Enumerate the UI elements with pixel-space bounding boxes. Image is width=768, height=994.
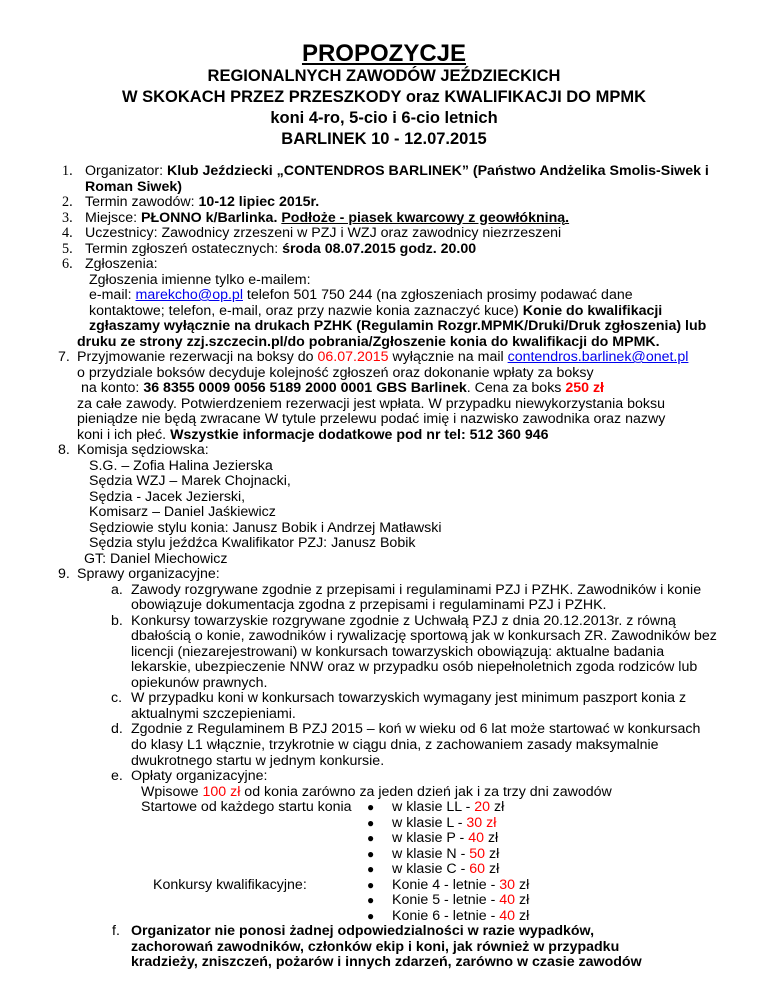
- fee-unit: zł: [515, 876, 530, 893]
- organizer-name-cont: Roman Siwek): [85, 178, 182, 195]
- fee-item: [392, 877, 529, 894]
- sub-letter: b.: [111, 612, 123, 629]
- fee-item: [392, 908, 529, 925]
- fee-price: 40: [468, 830, 484, 846]
- sub-letter: f.: [112, 923, 120, 940]
- item-number: 9.: [58, 566, 70, 583]
- entry-fee-amount: 100 zł: [202, 783, 241, 800]
- fee-unit: zł: [490, 799, 505, 815]
- fee-item: [392, 799, 504, 816]
- fee-label: w klasie C -: [392, 861, 470, 878]
- start-fee-label: Startowe od każdego startu konia: [141, 799, 352, 815]
- doc-subtitle-4: BARLINEK 10 - 12.07.2015: [281, 130, 487, 148]
- sub-letter: a.: [111, 581, 123, 598]
- sub-d-line: dwukrotnego startu w jednym konkursie.: [131, 752, 385, 769]
- item-deadline: [85, 241, 476, 258]
- bullet-icon: ●: [367, 846, 375, 861]
- boxes-line: pieniądze nie będą zwracane W tytule przelewu podać imię i nazwisko zawodnika oraz nazwy: [77, 411, 666, 428]
- doc-title: PROPOZYCJE: [301, 40, 467, 67]
- boxes-line: za całe zawody. Potwierdzeniem rezerwacji jest wpłata. W przypadku niewykorzystania boksu: [77, 395, 665, 412]
- fee-label: w klasie N -: [392, 845, 470, 862]
- sub-d-line: Zgodnie z Regulaminem B PZJ 2015 – koń w wieku od 6 lat może startować w konkursach: [131, 721, 701, 738]
- jury-member: Sędzia - Jacek Jezierski,: [89, 488, 246, 505]
- sub-b-line: lekarskie, ubezpieczenie NNW oraz w przypadku osób niepełnoletnich zgoda rodziców lub: [131, 659, 698, 676]
- fee-price: 40: [499, 892, 516, 909]
- sub-f-line: kradzieży, zniszczeń, pożarów i innych zdarzeń, zarówno w czasie zawodów: [131, 954, 642, 971]
- qualification-label: Konkursy kwalifikacyjne:: [153, 876, 307, 893]
- fee-item: [392, 815, 496, 832]
- label: e-mail:: [89, 287, 136, 304]
- item-number: 1.: [62, 163, 73, 179]
- fee-label: Konie 6 - letnie -: [392, 907, 500, 924]
- item-number: 3.: [62, 209, 73, 226]
- bullet-icon: ●: [367, 862, 375, 877]
- fee-price: 50: [469, 845, 486, 862]
- fee-label: Konie 4 - letnie -: [392, 876, 500, 893]
- text: koni i ich płeć.: [77, 426, 171, 443]
- fee-price: 40: [499, 907, 516, 924]
- entries-email-line: [89, 287, 633, 304]
- fee-unit: zł: [485, 861, 500, 878]
- fee-unit: zł: [485, 845, 500, 862]
- fee-price: 30: [499, 876, 516, 893]
- text: kontaktowe; telefon, e-mail, oraz przy nazwie konia zaznaczyć kuce): [89, 302, 523, 319]
- jury-member: GT: Daniel Miechowicz: [84, 550, 228, 567]
- bullet-icon: ●: [367, 831, 375, 845]
- text: . Cena za boks: [466, 380, 566, 397]
- fee-price: 20: [474, 799, 491, 815]
- boxes-line: [81, 380, 604, 397]
- sub-a-line: Zawody rozgrywane zgodnie z przepisami i regulaminami PZJ i PZHK. Zawodników i konie: [131, 581, 702, 598]
- dates-value: 10-12 lipiec 2015r.: [198, 194, 320, 210]
- entries-line: [89, 303, 662, 320]
- item-place: [85, 210, 569, 227]
- boxes-line: o przydziale boksów decyduje kolejność zgłoszeń oraz dokonanie wpłaty za boksy: [77, 364, 594, 381]
- item-entries: Zgłoszenia:: [85, 256, 158, 273]
- item-number: 2.: [62, 194, 73, 210]
- text: Przyjmowanie rezerwacji na boksy do: [77, 349, 318, 366]
- email-link[interactable]: marekcho@op.pl: [135, 287, 243, 304]
- sub-a-line: obowiązuje dokumentacja zgodna z przepisami i regulaminami PZJ i PZHK.: [131, 597, 607, 614]
- boxes-date: 06.07.2015: [317, 349, 389, 366]
- sub-d-line: do klasy L1 włącznie, trzykrotnie w ciągu dnia, z zachowaniem zasady maksymalnie: [131, 737, 659, 753]
- box-price: 250 zł: [565, 380, 604, 397]
- boxes-line: [77, 427, 549, 444]
- bullet-icon: ●: [367, 908, 375, 923]
- jury-member: Sędzia WZJ – Marek Chojnacki,: [89, 473, 291, 490]
- entries-line: zgłaszamy wyłącznie na drukach PZHK (Regulamin Rozgr.MPMK/Druki/Druk zgłoszenia) lub: [89, 318, 707, 335]
- item-number: 5.: [62, 240, 73, 257]
- organizer-name: Klub Jeździecki „CONTENDROS BARLINEK” (Państwo Andżelika Smolis-Siwek i: [167, 163, 709, 179]
- item-organizer-cont: [85, 179, 182, 196]
- item-number: 8.: [58, 442, 70, 459]
- phone-text: telefon 501 750 244 (na zgłoszeniach prosimy podawać dane: [242, 287, 633, 304]
- item-number: 6.: [62, 256, 73, 273]
- label: Organizator:: [85, 163, 168, 179]
- fee-item: [392, 846, 499, 863]
- fee-label: w klasie LL -: [392, 799, 475, 815]
- text: Wpisowe: [141, 783, 203, 800]
- bold-text: Konie do kwalifikacji: [522, 302, 663, 319]
- fee-label: Konie 5 - letnie -: [392, 892, 500, 909]
- jury-member: Komisarz – Daniel Jaśkiewicz: [89, 504, 276, 521]
- sub-letter: e.: [111, 768, 123, 784]
- sub-f-line: Organizator nie ponosi żadnej odpowiedzialności w razie wypadków,: [131, 923, 595, 940]
- fee-item: [392, 830, 498, 847]
- item-dates: [85, 194, 319, 211]
- jury-member: Sędzia stylu jeźdźca Kwalifikator PZJ: Janusz Bobik: [89, 535, 416, 552]
- bullet-icon: ●: [367, 815, 375, 830]
- doc-subtitle-2: W SKOKACH PRZEZ PRZESZKODY oraz KWALIFIKACJI DO MPMK: [121, 88, 647, 106]
- entry-fee-line: [141, 784, 612, 801]
- entries-line: druku ze strony zzj.szczecin.pl/do pobrania/Zgłoszenie konia do kwalifikacji do MPMK.: [77, 333, 660, 350]
- fee-label: w klasie L -: [392, 814, 467, 831]
- fee-unit: zł: [484, 830, 499, 846]
- sub-f-line: zachorowań zawodników, członków ekip i koni, jak również w przypadku: [131, 938, 620, 955]
- sub-c-line: aktualnymi szczepieniami.: [131, 705, 296, 722]
- entries-line: Zgłoszenia imienne tylko e-mailem:: [89, 271, 311, 288]
- text: na konto:: [81, 380, 144, 397]
- text: od konia zarówno za jeden dzień jak i za trzy dni zawodów: [240, 783, 612, 800]
- bullet-icon: ●: [367, 877, 375, 892]
- sub-e-line: Opłaty organizacyjne:: [131, 768, 268, 784]
- sub-b-line: Konkursy towarzyskie rozgrywane zgodnie z Uchwałą PZJ z dnia 20.12.2013r. z równą: [131, 612, 676, 629]
- jury-member: Sędziowie stylu konia: Janusz Bobik i Andrzej Matławski: [89, 519, 442, 536]
- sub-c-line: W przypadku koni w konkursach towarzyskich wymagany jest minimum paszport konia z: [131, 690, 687, 707]
- jury-member: S.G. – Zofia Halina Jezierska: [89, 457, 273, 474]
- fee-item: [392, 861, 499, 878]
- ground-value: Podłoże - piasek kwarcowy z geowłókniną.: [281, 209, 570, 226]
- label: Miejsce:: [85, 209, 141, 226]
- doc-subtitle-1: REGIONALNYCH ZAWODÓW JEŹDZIECKICH: [207, 67, 561, 85]
- deadline-value: środa 08.07.2015 godz. 20.00: [282, 240, 477, 257]
- fee-price: 60: [469, 861, 486, 878]
- label: Termin zgłoszeń ostatecznych:: [85, 240, 283, 257]
- fee-label: w klasie P -: [392, 830, 469, 846]
- fee-price: 30 zł: [466, 814, 497, 831]
- fee-unit: zł: [515, 907, 530, 924]
- item-organizer: [85, 163, 709, 180]
- fee-item: [392, 892, 529, 909]
- item-jury: Komisja sędziowska:: [77, 442, 209, 459]
- bullet-icon: ●: [367, 800, 375, 814]
- label: Termin zawodów:: [85, 194, 199, 210]
- item-number: 4.: [62, 225, 73, 242]
- sub-b-line: licencji (niezarejestrowani) w konkursach towarzyskich obowiązują: aktualne badania: [131, 643, 665, 660]
- item-organization: Sprawy organizacyjne:: [77, 566, 220, 583]
- item-boxes: [77, 349, 688, 366]
- bank-account: 36 8355 0009 0056 5189 2000 0001 GBS Barlinek: [143, 380, 467, 397]
- sub-letter: c.: [111, 690, 123, 707]
- fee-unit: zł: [515, 892, 530, 909]
- email-link[interactable]: contendros.barlinek@onet.pl: [507, 349, 689, 366]
- bullet-icon: ●: [367, 893, 375, 908]
- item-number: 7.: [58, 349, 70, 366]
- sub-b-line: opiekunów prawnych.: [131, 674, 268, 691]
- place-value: PŁONNO k/Barlinka.: [140, 209, 282, 226]
- text: wyłącznie na mail: [388, 349, 508, 366]
- item-participants: Uczestnicy: Zawodnicy zrzeszeni w PZJ i WZJ oraz zawodnicy niezrzeszeni: [85, 225, 562, 242]
- contact-info: Wszystkie informacje dodatkowe pod nr tel: 512 360 946: [170, 426, 549, 443]
- sub-letter: d.: [111, 721, 123, 738]
- doc-subtitle-3: koni 4-ro, 5-cio i 6-cio letnich: [270, 109, 498, 127]
- sub-b-line: dbałością o konie, zawodników i rywalizację sportową jak w konkursach ZR. Zawodników bez: [131, 628, 717, 645]
